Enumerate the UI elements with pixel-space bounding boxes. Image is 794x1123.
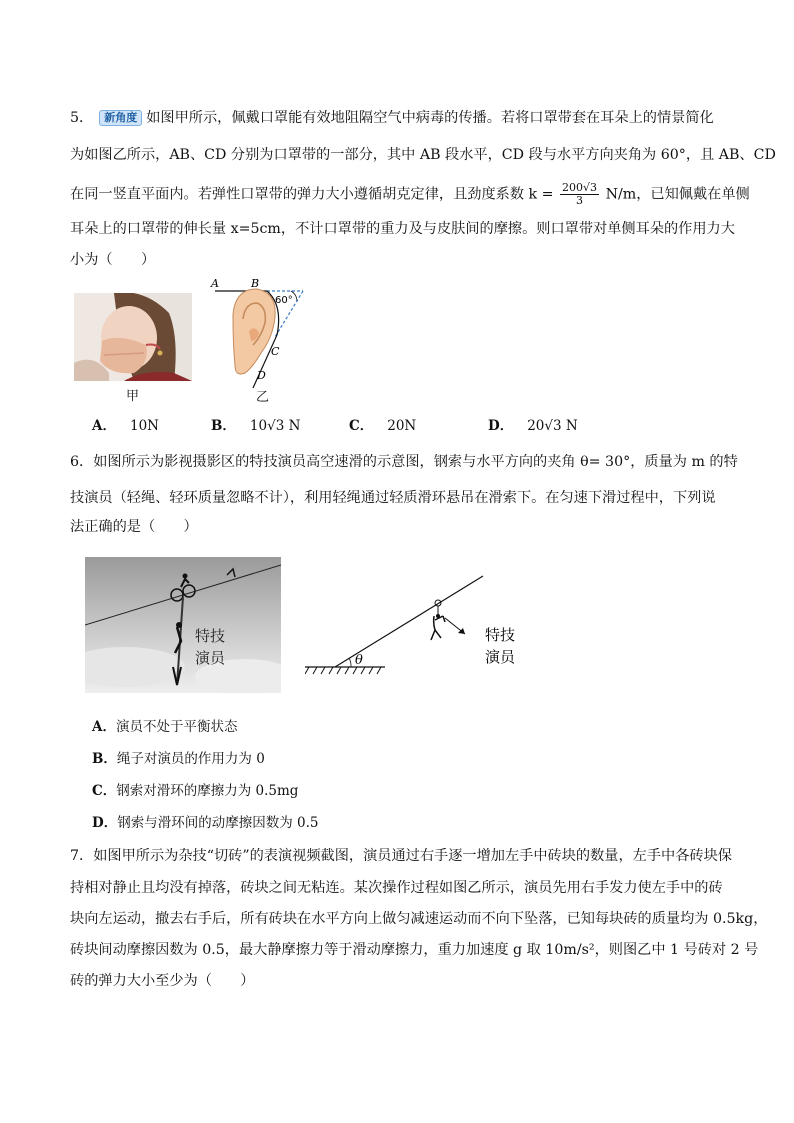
q6-text-1: 如图所示为影视摄影区的特技演员高空速滑的示意图，钢索与水平方向的夹角 θ= 30°，质量为 m 的特	[93, 454, 738, 470]
diagram-label-1: 特技	[485, 626, 516, 644]
q6-option-d: D．钢索与滑环间的动摩擦因数为 0.5	[92, 815, 319, 831]
q5-text-3a: 在同一竖直平面内。若弹性口罩带的弹力大小遵循胡克定律，且劲度系数 k =	[70, 186, 554, 203]
q5-text-3b: N/m，已知佩戴在单侧	[605, 186, 750, 203]
q6-option-a: A．演员不处于平衡状态	[92, 719, 238, 735]
q5-option-a: A． 10N	[92, 418, 159, 434]
q5-line-1	[70, 108, 714, 128]
new-angle-badge: 新角度	[99, 110, 142, 126]
q7-line-1	[70, 846, 732, 866]
q5-option-b: B． 10√3 N	[211, 418, 301, 434]
mask-photo	[74, 293, 192, 381]
q7-number: 7．	[70, 848, 94, 864]
q7-text-1: 如图甲所示为杂技“切砖”的表演视频截图，演员通过右手逐一增加左手中砖块的数量，左手中各砖块保	[93, 848, 732, 864]
q7-line-5: 砖的弹力大小至少为（ ）	[70, 973, 255, 989]
label-angle: 60°	[275, 295, 293, 306]
q7-line-3: 块向左运动，撤去右手后，所有砖块在水平方向上做匀减速运动而不向下坠落，已知每块砖的质量均为 0.5kg，	[70, 911, 768, 927]
q6-option-c: C．钢索对滑环的摩擦力为 0.5mg	[92, 783, 299, 799]
q5-option-c: C． 20N	[349, 418, 417, 434]
q6-line-3: 法正确的是（ ）	[70, 519, 198, 535]
q5-line-4: 耳朵上的口罩带的伸长量 x=5cm，不计口罩带的重力及与皮肤间的摩擦。则口罩带对单侧耳朵的作用力大	[70, 221, 735, 237]
q5-text-1: 如图甲所示，佩戴口罩能有效地阻隔空气中病毒的传播。若将口罩带套在耳朵上的情景简化	[146, 110, 714, 126]
stunt-photo	[85, 557, 281, 693]
label-D: D	[257, 369, 266, 382]
q7-line-2: 持相对静止且均没有掉落，砖块之间无粘连。某次操作过程如图乙所示，演员先用右手发力使左手中的砖	[70, 880, 723, 896]
label-C: C	[271, 345, 280, 358]
fraction-denominator: 3	[576, 194, 584, 207]
q7-line-4: 砖块间动摩擦因数为 0.5，最大静摩擦力等于滑动摩擦力，重力加速度 g 取 10m/s²，则图乙中 1 号砖对 2 号	[70, 942, 759, 958]
q6-line-1	[70, 452, 738, 472]
q5-option-d: D． 20√3 N	[488, 418, 578, 434]
theta-label: θ	[355, 653, 363, 668]
label-A: A	[211, 277, 219, 290]
q6-line-2: 技演员（轻绳、轻环质量忽略不计），利用轻绳通过轻质滑环悬吊在滑索下。在匀速下滑过程中，下列说	[70, 490, 716, 506]
q5-line-3	[70, 182, 750, 207]
diagram-label-2: 演员	[485, 648, 516, 666]
label-B: B	[251, 277, 260, 290]
fraction-numerator: 200√3	[562, 181, 598, 194]
svg-text:特技: 特技	[195, 627, 226, 645]
ear-diagram	[205, 275, 315, 390]
q5-line-5: 小为（ ）	[70, 252, 156, 268]
svg-text:演员: 演员	[195, 649, 226, 667]
q5-number: 5．	[70, 110, 94, 126]
figure-jia-caption: 甲	[126, 389, 140, 404]
q6-option-b: B．绳子对演员的作用力为 0	[92, 751, 265, 767]
zipline-diagram	[305, 572, 535, 682]
stiffness-fraction	[560, 182, 599, 207]
figure-yi-caption: 乙	[256, 390, 270, 405]
q6-number: 6．	[70, 454, 94, 470]
q5-line-2: 为如图乙所示，AB、CD 分别为口罩带的一部分，其中 AB 段水平，CD 段与水平方向夹角为 60°，且 AB、CD	[70, 147, 776, 163]
